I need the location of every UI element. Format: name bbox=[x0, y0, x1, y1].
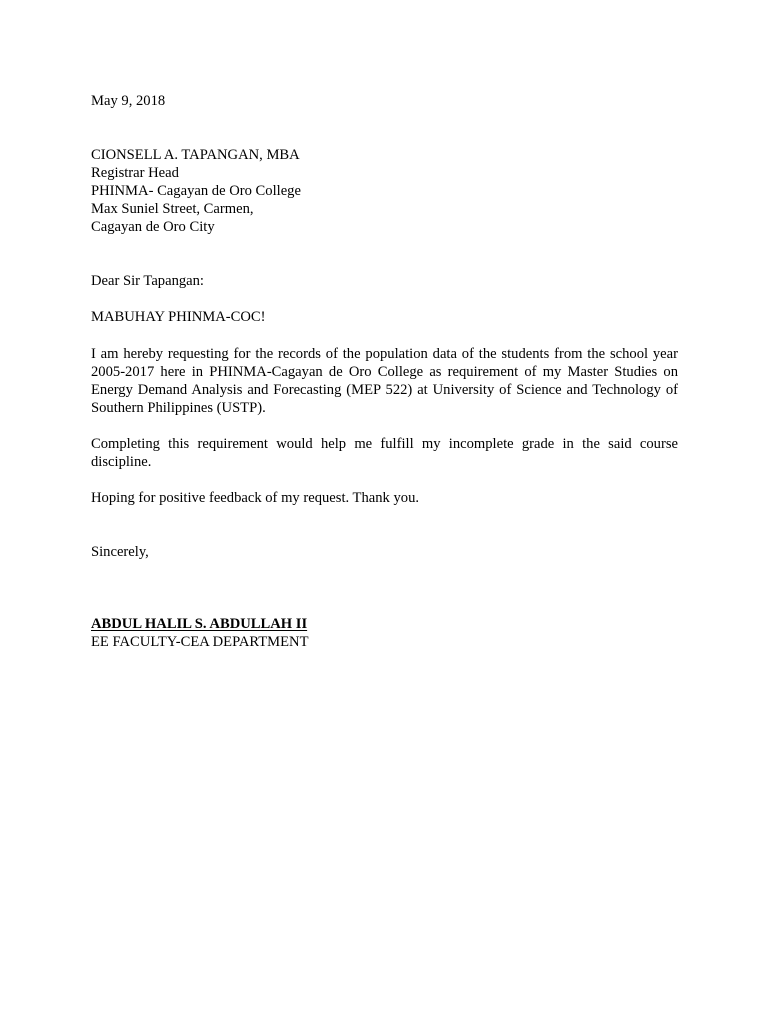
recipient-title: Registrar Head bbox=[91, 165, 179, 181]
greeting: MABUHAY PHINMA-COC! bbox=[91, 309, 266, 325]
letter-date: May 9, 2018 bbox=[91, 93, 166, 109]
body-paragraph-purpose: Completing this requirement would help me fulfill my incomplete grade in the said course discipline. bbox=[91, 436, 678, 470]
salutation: Dear Sir Tapangan: bbox=[91, 273, 204, 289]
complimentary-close: Sincerely, bbox=[91, 544, 149, 560]
recipient-street: Max Suniel Street, Carmen, bbox=[91, 201, 254, 217]
recipient-organization: PHINMA- Cagayan de Oro College bbox=[91, 183, 301, 199]
signature-block bbox=[91, 615, 678, 651]
body-paragraph-request: I am hereby requesting for the records of the population data of the students from the school year 2005-2017 here in PHINMA-Cagayan de Oro College as requirement of my Master Studies on Energy Demand Analysis and Forecasting (MEP 522) at University of Science and Technology of Southern Philippines (USTP). bbox=[91, 346, 678, 416]
letter-page bbox=[91, 92, 678, 651]
closing-line: Hoping for positive feedback of my request. Thank you. bbox=[91, 490, 420, 506]
signer-name: ABDUL HALIL S. ABDULLAH II bbox=[91, 616, 308, 632]
signer-title: EE FACULTY-CEA DEPARTMENT bbox=[91, 634, 309, 650]
recipient-name: CIONSELL A. TAPANGAN, MBA bbox=[91, 147, 300, 163]
recipient-address bbox=[91, 146, 678, 236]
recipient-city: Cagayan de Oro City bbox=[91, 219, 215, 235]
